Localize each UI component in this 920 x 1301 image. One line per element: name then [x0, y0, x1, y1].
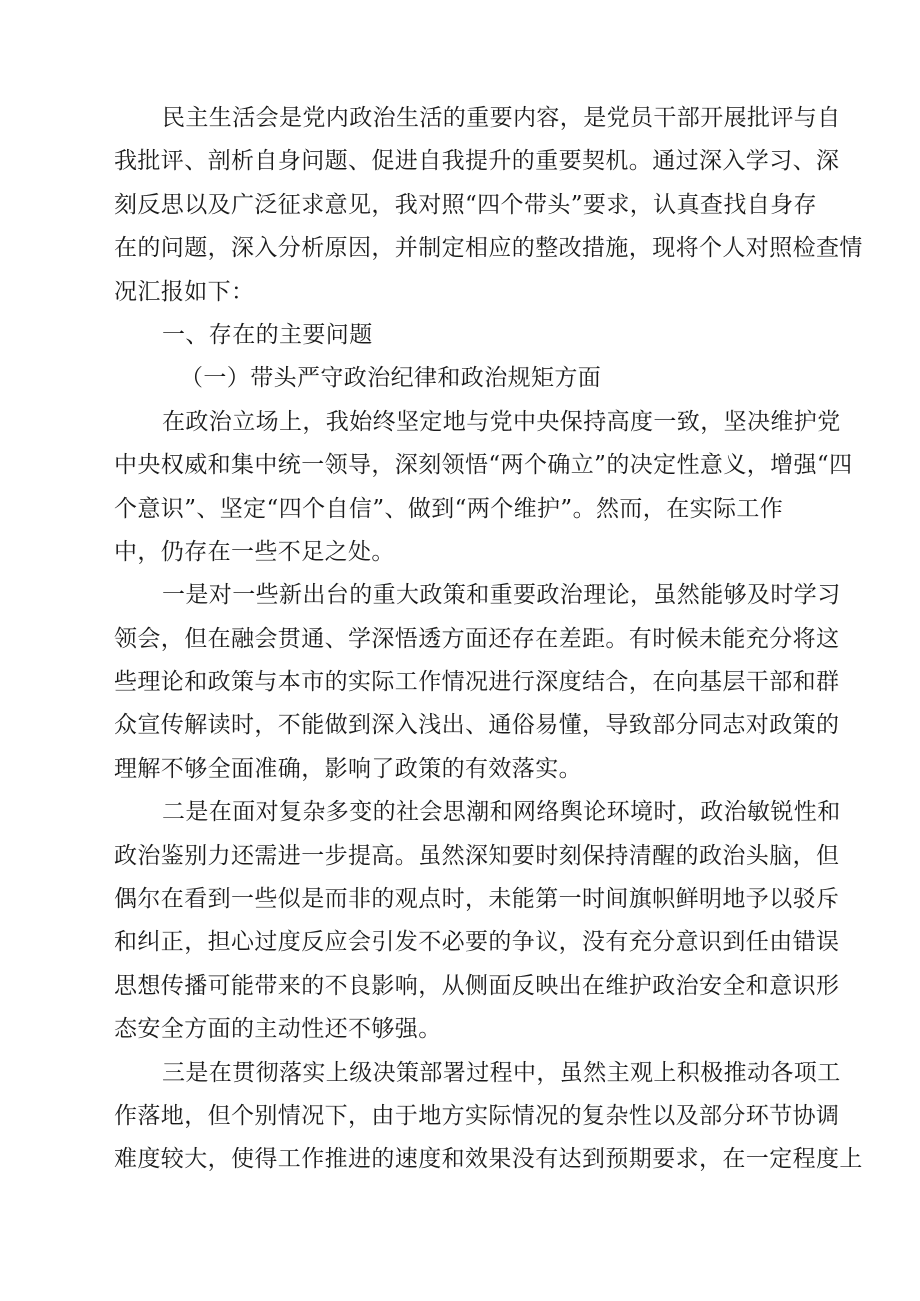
paragraph-point-1-line-3: 些理论和政策与本市的实际工作情况进行深度结合，在向基层干部和群: [114, 669, 840, 696]
paragraph-point-2-line-1: 二是在面对复杂多变的社会思潮和网络舆论环境时，政治敏锐性和: [162, 799, 841, 826]
document-body: [114, 97, 863, 1182]
paragraph-intro-line-3: 刻反思以及广泛征求意见，我对照“四个带头”要求，认真查找自身存: [114, 191, 817, 218]
paragraph-point-2-line-3: 偶尔在看到一些似是而非的观点时，未能第一时间旗帜鲜明地予以驳斥: [114, 886, 840, 913]
paragraph-point-1-line-5: 理解不够全面准确，影响了政策的有效落实。: [114, 755, 582, 782]
paragraph-point-2-line-4: 和纠正，担心过度反应会引发不必要的争议，没有充分意识到任由错误: [114, 929, 840, 956]
paragraph-stance-line-4: 中，仍存在一些不足之处。: [114, 538, 395, 565]
paragraph-point-2-line-6: 态安全方面的主动性还不够强。: [114, 1016, 442, 1043]
paragraph-point-2-line-5: 思想传播可能带来的不良影响，从侧面反映出在维护政治安全和意识形: [114, 972, 840, 999]
paragraph-point-1-line-2: 领会，但在融会贯通、学深悟透方面还存在差距。有时候未能充分将这: [114, 625, 840, 652]
section-heading: 一、存在的主要问题: [162, 321, 373, 348]
subsection-heading: （一）带头严守政治纪律和政治规矩方面: [180, 365, 602, 392]
paragraph-point-3-line-2: 作落地，但个别情况下，由于地方实际情况的复杂性以及部分环节协调: [114, 1102, 840, 1129]
paragraph-intro-line-1: 民主生活会是党内政治生活的重要内容，是党员干部开展批评与自: [162, 105, 841, 131]
paragraph-stance-line-3: 个意识”、坚定“四个自信”、做到“两个维护”。然而，在实际工作: [114, 495, 784, 522]
paragraph-stance-line-2: 中央权威和集中统一领导，深刻领悟“两个确立”的决定性意义，增强“四: [114, 452, 853, 479]
paragraph-point-3-line-1: 三是在贯彻落实上级决策部署过程中，虽然主观上积极推动各项工: [162, 1059, 841, 1086]
paragraph-point-1-line-1: 一是对一些新出台的重大政策和重要政治理论，虽然能够及时学习: [162, 582, 841, 609]
paragraph-intro-line-2: 我批评、剖析自身问题、促进自我提升的重要契机。通过深入学习、深: [114, 148, 840, 175]
paragraph-intro-line-5: 况汇报如下：: [114, 278, 255, 305]
paragraph-stance-line-1: 在政治立场上，我始终坚定地与党中央保持高度一致，坚决维护党: [162, 408, 841, 435]
paragraph-point-3-line-3: 难度较大，使得工作推进的速度和效果没有达到预期要求，在一定程度上: [114, 1146, 863, 1173]
paragraph-point-2-line-2: 政治鉴别力还需进一步提高。虽然深知要时刻保持清醒的政治头脑，但: [114, 842, 840, 869]
paragraph-intro-line-4: 在的问题，深入分析原因，并制定相应的整改措施，现将个人对照检查情: [114, 235, 863, 262]
paragraph-point-1-line-4: 众宣传解读时，不能做到深入浅出、通俗易懂，导致部分同志对政策的: [114, 712, 840, 739]
